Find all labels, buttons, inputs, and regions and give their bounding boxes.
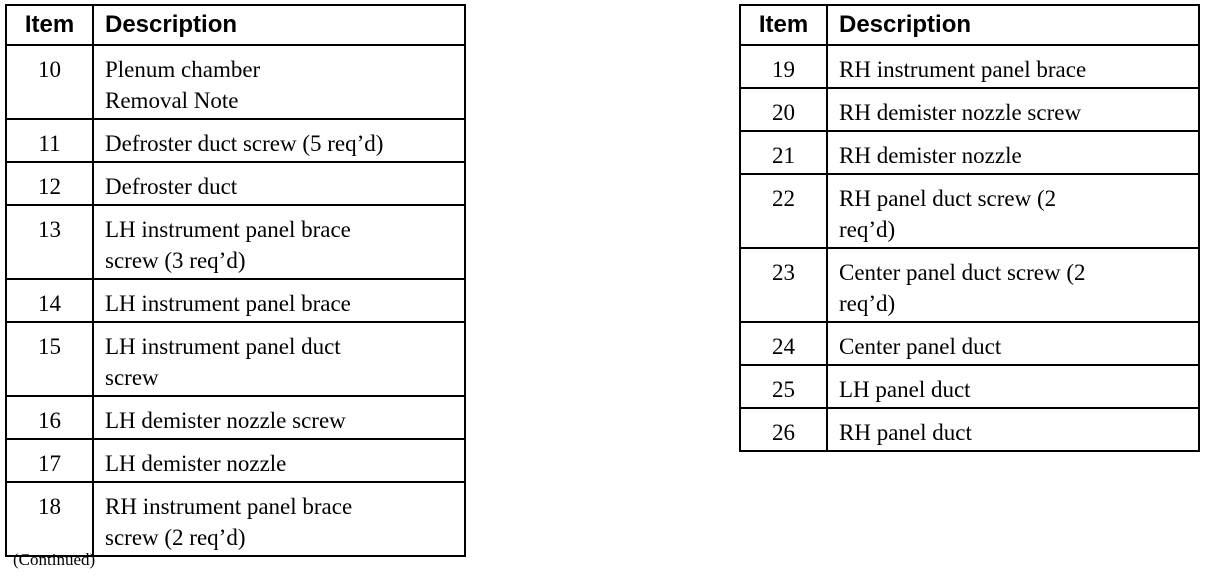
table-header-row: [740, 5, 1199, 45]
table-row: [740, 248, 1199, 322]
table-row: [6, 162, 465, 205]
item-description: [93, 45, 465, 119]
table-row: [740, 174, 1199, 248]
item-description: [827, 45, 1199, 88]
item-description: [93, 482, 465, 556]
table-row: [6, 322, 465, 396]
item-description: [93, 205, 465, 279]
description-line: LH instrument panel duct: [105, 334, 341, 359]
item-description: [827, 408, 1199, 451]
item-description: [827, 322, 1199, 365]
item-number: 16: [6, 396, 93, 439]
item-description: [827, 248, 1199, 322]
description-line: screw (3 req’d): [105, 248, 246, 273]
item-number: 26: [740, 408, 827, 451]
table-row: [740, 88, 1199, 131]
table-row: [740, 45, 1199, 88]
item-description: [93, 322, 465, 396]
parts-table-left: [5, 4, 466, 557]
item-number: 13: [6, 205, 93, 279]
description-line: RH demister nozzle screw: [839, 100, 1082, 125]
table-body: [740, 45, 1199, 451]
description-line: screw: [105, 365, 159, 390]
description-line: Center panel duct screw (2: [839, 260, 1086, 285]
description-line: LH demister nozzle: [105, 451, 287, 476]
description-line: screw (2 req’d): [105, 525, 246, 550]
description-line: RH instrument panel brace: [105, 494, 353, 519]
description-line: Defroster duct: [105, 174, 238, 199]
table-row: [740, 408, 1199, 451]
table-header-row: [6, 5, 465, 45]
table-row: [740, 131, 1199, 174]
table-row: [6, 119, 465, 162]
description-line: Plenum chamber: [105, 57, 261, 82]
parts-table-right: [739, 4, 1200, 452]
item-number: 14: [6, 279, 93, 322]
table-body: [6, 45, 465, 556]
item-description: [827, 88, 1199, 131]
description-column-header: Description: [93, 5, 465, 45]
item-number: 20: [740, 88, 827, 131]
table-row: [6, 439, 465, 482]
description-line: Removal Note: [105, 88, 239, 113]
description-line: LH instrument panel brace: [105, 217, 351, 242]
description-line: RH panel duct screw (2: [839, 186, 1057, 211]
table-row: [740, 322, 1199, 365]
item-number: 15: [6, 322, 93, 396]
item-number: 12: [6, 162, 93, 205]
table-row: [6, 279, 465, 322]
item-number: 23: [740, 248, 827, 322]
item-description: [827, 131, 1199, 174]
item-number: 10: [6, 45, 93, 119]
description-line: RH panel duct: [839, 420, 972, 445]
description-line: RH demister nozzle: [839, 143, 1022, 168]
item-description: [827, 365, 1199, 408]
description-line: LH demister nozzle screw: [105, 408, 346, 433]
description-column-header: Description: [827, 5, 1199, 45]
table-row: [6, 482, 465, 556]
item-number: 18: [6, 482, 93, 556]
description-line: Defroster duct screw (5 req’d): [105, 131, 384, 156]
table-row: [6, 396, 465, 439]
item-column-header: Item: [740, 5, 827, 45]
item-description: [93, 119, 465, 162]
description-line: LH instrument panel brace: [105, 291, 351, 316]
item-column-header: Item: [6, 5, 93, 45]
item-description: [93, 279, 465, 322]
item-description: [93, 162, 465, 205]
item-number: 25: [740, 365, 827, 408]
table-row: [740, 365, 1199, 408]
item-number: 19: [740, 45, 827, 88]
item-number: 22: [740, 174, 827, 248]
table-row: [6, 205, 465, 279]
description-line: req’d): [839, 217, 896, 242]
item-description: [93, 396, 465, 439]
item-number: 24: [740, 322, 827, 365]
continued-note: (Continued): [13, 550, 96, 569]
table-row: [6, 45, 465, 119]
item-number: 17: [6, 439, 93, 482]
description-line: Center panel duct: [839, 334, 1002, 359]
item-number: 21: [740, 131, 827, 174]
item-description: [93, 439, 465, 482]
description-line: req’d): [839, 291, 896, 316]
description-line: RH instrument panel brace: [839, 57, 1087, 82]
description-line: LH panel duct: [839, 377, 971, 402]
item-description: [827, 174, 1199, 248]
item-number: 11: [6, 119, 93, 162]
